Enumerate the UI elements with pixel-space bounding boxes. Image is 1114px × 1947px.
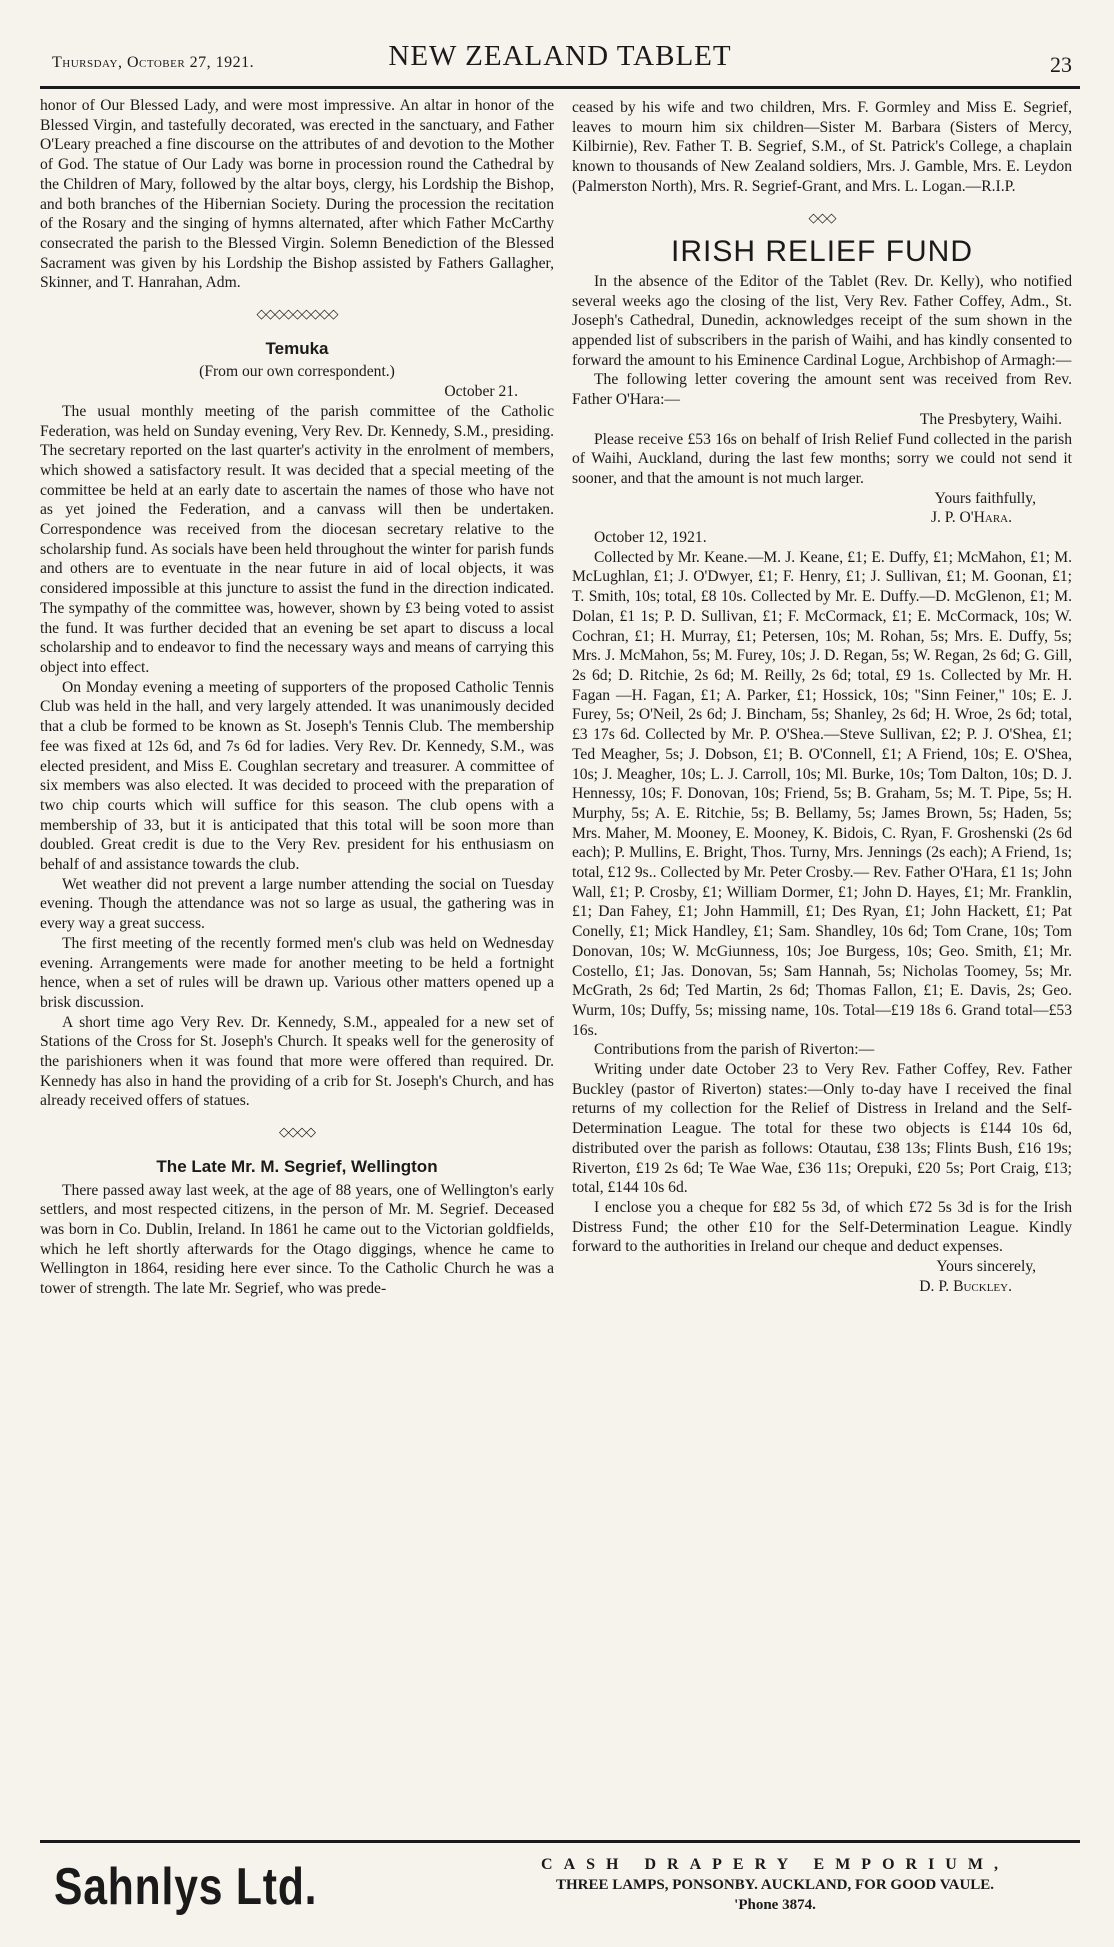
temuka-paragraph: Wet weather did not prevent a large number attending the social on Tuesday evening. Though the attendance was not so large as usual, the gathering was in every way a great success.	[40, 875, 554, 933]
ornament-divider: ◇◇◇	[808, 210, 836, 226]
letter-paragraph: Please receive £53 16s on behalf of Irish Relief Fund collected in the parish of Waihi, Auckland, during the last few months; sorry we could not send it sooner, and that the amount is not much larger.	[572, 430, 1072, 487]
temuka-byline: (From our own correspondent.)	[199, 363, 395, 381]
subscriber-list: Collected by Mr. Keane.—M. J. Keane, £1; E. Duffy, £1; McMahon, £1; M. McLughlan, £1; J. O'Dwyer, £1; F. Henry, £1; J. Sullivan, £1; M. Goonan, £1; T. Smith, 10s; total, £8 10s. Collected by Mr. E. Duffy.—D. McGlenon, £1; M. Dolan, £1 1s; P. D. Sullivan, £1; F. McCormack, £1; E. McCormack, 10s; W. Cochran, £1; H. Murray, £1; Petersen, 10s; M. Rohan, 5s; Mrs. E. Duffy, 5s; Mrs. J. McMahon, 5s; M. Furey, 10s; J. D. Regan, 5s; W. Regan, 2s 6d; G. Gill, 2s 6d; D. Ritchie, 2s 6d; M. Reilly, 2s 6d; total, £9 1s. Collected by Mr. H. Fagan —H. Fagan, £1; A. Parker, £1; Hossick, 10s; "Sinn Feiner," 10s; E. J. Furey, 5s; O'Neil, 2s 6d; J. Bincham, 5s; Shanley, 2s 6d; H. Wroe, 2s 6d; total, £3 17s 6d. Collected by Mr. P. O'Shea.—Steve Sullivan, £2; P. J. O'Shea, £1; Ted Meagher, 5s; J. Dobson, £1; B. O'Connell, £1; A Friend, 10s; E. O'Shea, 10s; J. Meagher, 10s; L. J. Carroll, 10s; Ml. Burke, 10s; Tom Dalton, 10s; D. J. Hennessy, 10s; F. Donovan, 10s; Friend, 5s; B. Graham, 5s; M. T. Pipe, 5s; H. Murphy, 5s; A. E. Ritchie, 5s; B. Bellamy, 5s; James Brown, 5s; Haden, 5s; Mrs. Maher, M. Mooney, E. Mooney, K. Bidois, C. Ryan, F. Groshenski (2s 6d each); P. Mullins, E. Bright, Thos. Turny, Mrs. Jennings (2s each); A Friend, 1s; total, £12 9s.. Collected by Mr. Peter Crosby.— Rev. Father O'Hara, £1 1s; John Wall, £1; P. Crosby, £1; William Dormer, £1; John D. Hayes, £1; Mr. Franklin, £1; Dan Fahey, £1; John Hammill, £1; Des Ryan, £1; John Hackett, £1; Pat Conelly, £1; Mick Handley, £1; Sam. Shandley, 10s 6d; Tom Crane, 10s; Tom Donovan, 10s; W. McGiunness, 10s; Joe Burgess, 10s; Geo. Smith, £1; Mr. Costello, £1; Jas. Donovan, 5s; Sam Hannah, 5s; Nicholas Toomey, 5s; Mr. McGrath, 2s 6d; Ted Martin, 2s 6d; Thomas Fallon, £1; E. Davis, 2s; Geo. Wurm, 10s; Duffy, 5s; missing name, 10s. Total—£19 18s 6. Grand total—£53 16s.	[572, 548, 1072, 1039]
left-column	[40, 96, 554, 1299]
segrief-paragraph: There passed away last week, at the age of 88 years, one of Wellington's early settlers, and most respected citizens, in the person of Mr. M. Segrief. Deceased was born in Co. Dublin, Ireland. In 1861 he came out to the Victorian goldfields, which he left shortly afterwards for the Otago diggings, whence he came to Wellington in 1864, residing here ever since. To the Catholic Church he was a tower of strength. The late Mr. Segrief, who was prede-	[40, 1181, 554, 1298]
article-continuation: honor of Our Blessed Lady, and were most impressive. An altar in honor of the Blessed Virgin, and tastefully decorated, was erected in the sanctuary, and Father O'Leary preached a fine discourse on the attributes of and devotion to the Mother of God. The statue of Our Lady was borne in procession round the Cathedral by the Children of Mary, followed by the altar boys, clergy, his Lordship the Bishop, and both branches of the Hibernian Society. During the procession the recitation of the Rosary and the singing of hymns alternated, after which Father McCarthy consecrated the parish to the Blessed Virgin. Solemn Benediction of the Blessed Sacrament was given by his Lordship the Bishop assisted by Fathers Gallagher, Skinner, and T. Hanrahan, Adm.	[40, 97, 554, 292]
right-column	[572, 98, 1072, 1296]
letter-closing: Yours sincerely,	[936, 1258, 1036, 1276]
letter-address: The Presbytery, Waihi.	[919, 410, 1062, 428]
irish-paragraph: In the absence of the Editor of the Tablet (Rev. Dr. Kelly), who notified several weeks ago the closing of the list, Very Rev. Father Coffey, Adm., St. Joseph's Cathedral, Dunedin, acknowledges receipt of the sum shown in the appended list of subscribers in the parish of Waihi, and has kindly consented to forward the amount to his Eminence Cardinal Logue, Archbishop of Armagh:—	[572, 272, 1072, 369]
temuka-paragraph: The first meeting of the recently formed men's club was held on Wednesday evening. Arrangements were made for another meeting to be held a fortnight hence, when a set of rules will be drawn up. Various other matters opened up a brisk discussion.	[40, 934, 554, 1011]
page-header	[40, 36, 1080, 89]
segrief-continuation: ceased by his wife and two children, Mrs. F. Gormley and Miss E. Segrief, leaves to mourn him six children—Sister M. Barbara (Sisters of Mercy, Kilbirnie), Rev. Father T. B. Segrief, S.M., of St. Patrick's College, a chaplain known to thousands of New Zealand soldiers, Mrs. J. Gamble, Mrs. E. Leydon (Palmerston North), Mrs. R. Segrief-Grant, and Mrs. L. Logan.—R.I.P.	[572, 99, 1072, 195]
advertiser-logo: Sahnlys Ltd.	[54, 1858, 318, 1916]
temuka-paragraph: The usual monthly meeting of the parish committee of the Catholic Federation, was held on Sunday evening, Very Rev. Dr. Kennedy, S.M., presiding. The secretary reported on the last quarter's activity in the enrolment of members, which showed a satisfactory result. It was decided that a special meeting of the committee be held at an early date to ascertain the names of those who have not as yet joined the Federation, and a canvass will then be undertaken. Correspondence was received from the diocesan secretary relative to the scholarship fund. As socials have been held throughout the winter for parish funds and others are to eventuate in the near future in aid of local objects, it was considered impossible at this juncture to assist the fund in the direction indicated. The sympathy of the committee was, however, shown by £3 being voted to assist the fund. It was further decided that an evening be set apart to discuss a local scholarship and to endeavor to find the necessary ways and means of carrying this object into effect.	[40, 402, 554, 676]
ad-phone: 'Phone 3874.	[734, 1897, 816, 1913]
masthead-title: NEW ZEALAND TABLET	[388, 40, 732, 72]
temuka-dateline: October 21.	[444, 383, 518, 401]
ornament-divider: ◇◇◇◇◇◇◇◇◇	[256, 307, 338, 323]
riverton-paragraph: I enclose you a cheque for £82 5s 3d, of which £72 5s 3d is for the Irish Distress Fund; the other £10 for the Self-Determination League. Kindly forward to the authorities in Ireland our cheque and deduct expenses.	[572, 1198, 1072, 1256]
issue-date: Thursday, October 27, 1921.	[52, 54, 255, 71]
irish-paragraph: The following letter covering the amount sent was received from Rev. Father O'Hara:—	[572, 371, 1072, 409]
letter-signature: J. P. O'Hara.	[930, 509, 1012, 527]
ornament-divider: ◇◇◇◇	[279, 1125, 315, 1141]
irish-relief-heading: IRISH RELIEF FUND	[670, 235, 974, 269]
ad-line: THREE LAMPS, PONSONBY. AUCKLAND, FOR GOOD VAULE.	[555, 1877, 995, 1893]
riverton-paragraph: Writing under date October 23 to Very Rev. Father Coffey, Rev. Father Buckley (pastor of Riverton) states:—Only to-day have I received the final returns of my collection for the Relief of Distress in Ireland and the Self-Determination League. The total for these two objects is £144 10s 6d, distributed over the parish as follows: Otautau, £38 13s; Flints Bush, £16 19s; Riverton, £19 2s 6d; Te Wae Wae, £36 11s; Orepuki, £20 5s; Port Craig, £13; total, £144 10s 6d.	[572, 1061, 1072, 1197]
letter-signature: D. P. Buckley.	[919, 1277, 1012, 1295]
letter-closing: Yours faithfully,	[934, 489, 1036, 507]
temuka-paragraph: A short time ago Very Rev. Dr. Kennedy, S.M., appealed for a new set of Stations of the Cross for St. Joseph's Church. It speaks well for the generosity of the parishioners when it was found that more were offered than required. Dr. Kennedy has also in hand the providing of a crib for St. Joseph's Church, and has already received offers of statues.	[40, 1013, 554, 1110]
riverton-intro: Contributions from the parish of Riverton:—	[594, 1041, 875, 1059]
temuka-paragraph: On Monday evening a meeting of supporters of the proposed Catholic Tennis Club was held in the hall, and very largely attended. It was unanimously decided that a club be formed to be known as St. Joseph's Tennis Club. The membership fee was fixed at 12s 6d, and 7s 6d for ladies. Very Rev. Dr. Kennedy, S.M., was elected president, and Miss E. Coughlan secretary and treasurer. A committee of six members was also elected. It was decided to proceed with the preparation of two chip courts which will suffice for this season. The club opens with a membership of 33, but it is anticipated that this total will be soon more than doubled. Great credit is due to the Very Rev. president for his enthusiasm on behalf of and assistance towards the club.	[40, 678, 554, 874]
letter-date: October 12, 1921.	[594, 529, 707, 547]
segrief-heading: The Late Mr. M. Segrief, Wellington	[156, 1156, 438, 1176]
ad-line: CASH DRAPERY EMPORIUM,	[541, 1856, 1009, 1873]
advertisement-text	[470, 1855, 1080, 1915]
page-number: 23	[1050, 52, 1072, 77]
temuka-heading: Temuka	[265, 338, 329, 358]
advertisement-banner	[40, 1840, 1080, 1923]
